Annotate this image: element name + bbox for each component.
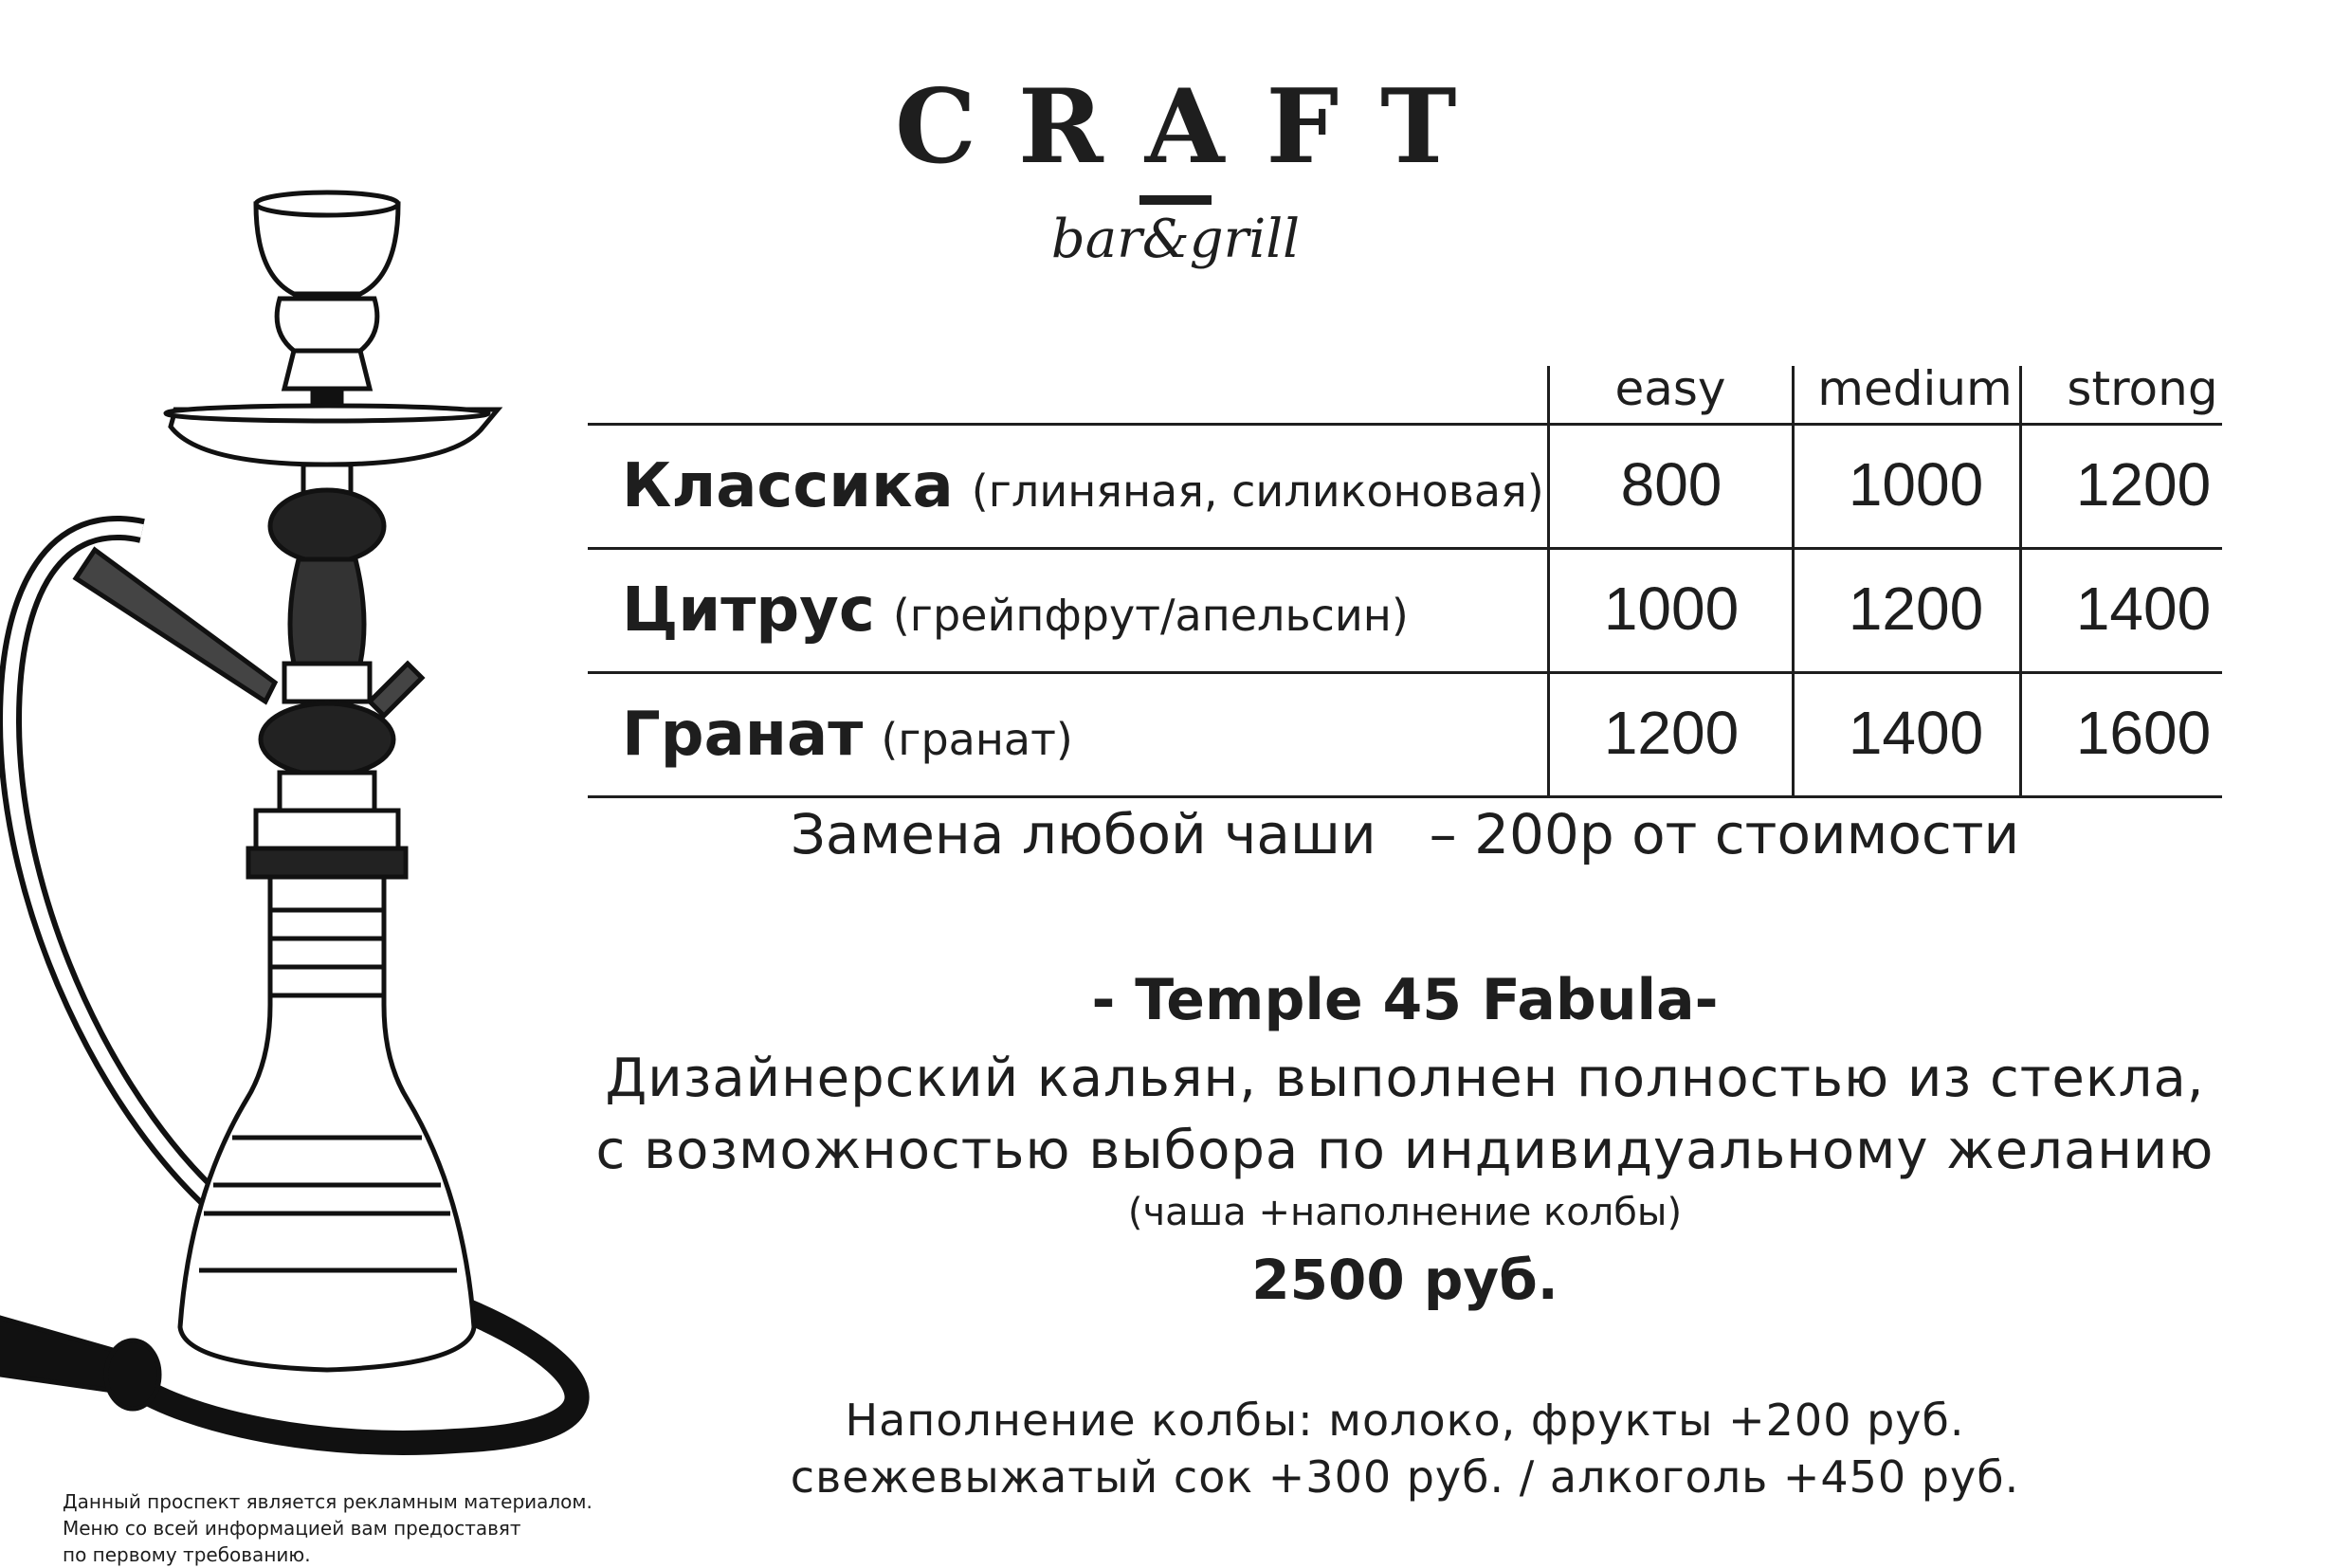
column-divider [1547,674,1550,795]
column-divider [1792,550,1795,671]
price-easy: 800 [1620,450,1722,519]
row-title: Классика [622,451,954,521]
price-easy: 1200 [1603,699,1740,767]
price-strong: 1400 [2075,574,2212,643]
row-note: (глиняная, силиконовая) [971,465,1544,517]
table-row [588,671,2222,798]
disclaimer-line: Данный проспект является рекламным материалом. [63,1490,592,1513]
price-strong: 1200 [2075,450,2212,519]
hookah-illustration [0,190,626,1479]
disclaimer-line: Меню со всей информацией вам предоставят [63,1517,521,1540]
column-divider [1547,550,1550,671]
logo [853,67,1499,270]
price-easy: 1000 [1603,574,1740,643]
price-table [588,360,2222,798]
logo-subtitle: bar&grill [1050,209,1301,270]
row-title: Гранат [622,700,864,770]
price-medium: 1400 [1848,699,1984,767]
header-easy: easy [1614,361,1726,416]
price-medium: 1200 [1848,574,1984,643]
temple-note: (чаша +наполнение колбы) [1127,1191,1683,1234]
bowl-replacement-note [588,802,2222,866]
disclaimer [63,1488,592,1568]
replacement-discount: – 200р от стоимости [1429,802,2020,866]
filling-line: Наполнение колбы: молоко, фрукты +200 руб. [845,1395,1965,1446]
temple-description-line: с возможностью выбора по индивидуальному желанию [595,1120,2214,1181]
header-strong: strong [2067,361,2218,416]
temple-title: - Temple 45 Fabula- [1091,967,1719,1033]
column-divider [2019,426,2022,547]
temple-description-line: Дизайнерский кальян, выполнен полностью из стекла, [605,1048,2205,1109]
temple-description [588,1043,2222,1187]
row-label [622,452,1544,525]
filling-line: свежевыжатый сок +300 руб. / алкоголь +450 руб. [790,1451,2020,1503]
column-divider [2019,674,2022,795]
table-header [588,360,2222,423]
flask-filling-info [588,1392,2222,1505]
row-label [622,576,1409,649]
header-medium: medium [1817,361,2013,416]
column-divider [1547,426,1550,547]
table-row [588,547,2222,671]
temple-price: 2500 руб. [1251,1248,1558,1312]
row-note: (грейпфрут/апельсин) [892,590,1409,641]
row-note: (гранат) [881,714,1073,765]
price-medium: 1000 [1848,450,1984,519]
logo-word: CRAFT [895,67,1499,187]
table-row [588,423,2222,547]
logo-bar [1139,195,1212,205]
column-divider [2019,550,2022,671]
price-strong: 1600 [2075,699,2212,767]
row-label [622,701,1073,774]
column-divider [1792,426,1795,547]
column-divider [1792,674,1795,795]
row-title: Цитрус [622,575,875,646]
disclaimer-line: по первому требованию. [63,1543,311,1566]
replacement-label: Замена любой чаши [790,802,1376,866]
